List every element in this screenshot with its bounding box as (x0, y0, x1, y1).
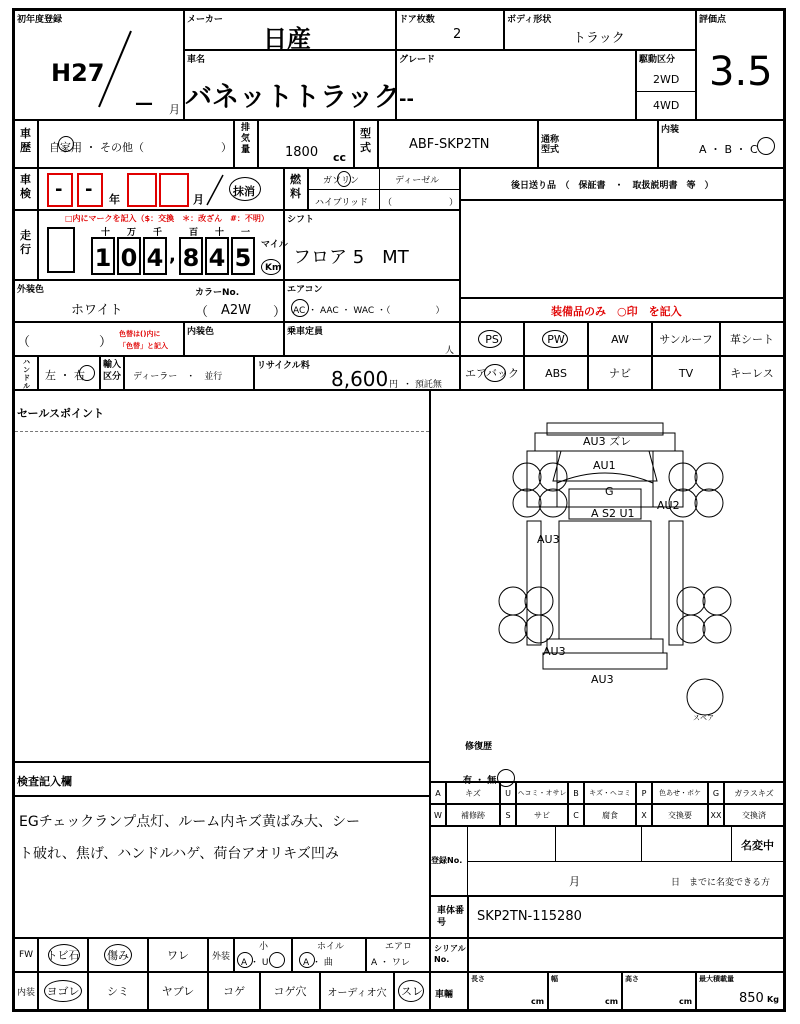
inspection-dash-1: - (55, 179, 63, 200)
first-reg-year: H27 (51, 59, 105, 87)
load: 850 (739, 991, 764, 1006)
fw-damage-circle (104, 944, 132, 966)
dirt-circle (44, 980, 82, 1002)
accessories-box (460, 168, 784, 200)
interior-grade-box (658, 120, 784, 168)
length-label: 長さ (471, 975, 485, 983)
interior-stain: シミ (88, 972, 148, 1010)
legend-desc-xx: 交換済 (724, 804, 784, 826)
interior-audio-hole: オーディオ穴 (320, 972, 394, 1010)
mileage-label-box (14, 210, 38, 280)
accessories: 後日送り品 （ 保証書 ・ 取扱説明書 等 ） (511, 181, 714, 191)
color-change-close: ） (99, 335, 113, 350)
equip-navi: ナビ (588, 356, 652, 390)
inspection-notes-header (14, 762, 430, 796)
ac: AC ・ AAC ・ WAC ・（ ） (293, 306, 445, 316)
pw-circle (542, 330, 568, 348)
unit-juman: 十 (101, 228, 111, 238)
length-box (468, 972, 548, 1010)
mileage-box (38, 210, 288, 280)
interior-color-label: 内装色 (187, 327, 215, 337)
legend-code-s: S (500, 804, 516, 826)
import-box (124, 356, 254, 390)
color-change-note-2: 「色替」と記入 (119, 342, 168, 350)
legend-desc-a: キズ (446, 782, 500, 804)
legend-code-b: B (568, 782, 584, 804)
inspection-label: 車検 (20, 173, 31, 200)
height-label: 高さ (625, 975, 639, 983)
legend-desc-g: ガラスキズ (724, 782, 784, 804)
interior-tear: ヤブレ (148, 972, 208, 1010)
vin-label-box (430, 896, 468, 938)
legend-code-c: C (568, 804, 584, 826)
legend-code-x: X (636, 804, 652, 826)
mileage-comma: , (169, 245, 176, 266)
body: トラック (573, 31, 625, 46)
recycle: 8,600 (331, 367, 389, 391)
color-change-open: （ (17, 335, 31, 350)
capacity-label: 乗車定員 (287, 327, 324, 337)
equip-sunroof: サンルーフ (652, 322, 720, 356)
displacement-unit: cc (333, 151, 347, 164)
doors-label: ドア枚数 (399, 15, 435, 25)
sales-point-box (14, 390, 430, 762)
size-label: 車輛 (435, 990, 454, 1000)
equip-pw: PW (524, 322, 588, 356)
handle-circle (79, 365, 95, 381)
legend-desc-x: 交換要 (652, 804, 708, 826)
fw-chip-circle (48, 944, 80, 966)
interior-burn-hole: コゲ穴 (260, 972, 320, 1010)
width-label: 幅 (551, 975, 558, 983)
small-label: 小 (259, 942, 269, 952)
history: 自家用 ・ その他（ (49, 141, 144, 154)
scuff-circle (398, 980, 424, 1002)
mileage-mile: マイル (261, 240, 288, 250)
first-registration-box (14, 10, 184, 120)
ac-circle (291, 299, 309, 317)
grade-box (396, 50, 636, 120)
serial-label: シリアルNo. (434, 944, 466, 964)
interior-grade-label: 内装 (661, 125, 680, 135)
car-name: バネットトラック (185, 82, 401, 113)
name-change: 名変中 (741, 839, 774, 852)
drive-box (636, 50, 696, 120)
color-change-box (14, 322, 184, 356)
fuel-label-box (284, 168, 308, 210)
capacity-box (284, 322, 460, 356)
legend-desc-c: 腐食 (584, 804, 636, 826)
displacement-label-box (234, 120, 258, 168)
fw-label: FW (14, 938, 38, 972)
inspection-label-box (14, 168, 38, 210)
maker-label: メーカー (187, 15, 223, 25)
drive-label: 駆動区分 (639, 55, 676, 65)
unit-ichi: 一 (241, 228, 251, 238)
exterior-label: 外装色 (17, 285, 45, 295)
fuel-other: （ (383, 198, 393, 208)
inspection-dash-2: - (85, 179, 93, 200)
load-box (696, 972, 784, 1010)
body-box (504, 10, 696, 50)
interior-grade-circle (757, 137, 775, 155)
serial-label-box (430, 938, 468, 972)
load-unit: Kg (767, 995, 779, 1004)
legend-code-p: P (636, 782, 652, 804)
maker-box (184, 10, 396, 53)
load-label: 最大積載量 (699, 975, 734, 983)
wheel-label: ホイル (317, 942, 345, 952)
equip-tv: TV (652, 356, 720, 390)
mileage-note: □内にマークを記入（$：交換 ＊：改ざん #：不明） (65, 214, 269, 223)
interior-burn: コゲ (208, 972, 260, 1010)
auction-sheet (12, 8, 786, 1012)
legend-desc-u: ヘコミ・オサレ (516, 782, 568, 804)
score-box (696, 10, 784, 120)
history-label-box (14, 120, 38, 168)
car-name-box (184, 50, 401, 120)
equip-airbag: エアバック (460, 356, 524, 390)
mileage-digit-2: 0 (117, 237, 141, 275)
registration-box (430, 826, 784, 896)
diagram-label-au2: AU2 (657, 499, 680, 512)
legend-code-u: U (500, 782, 516, 804)
interior-scuff: スレ (394, 972, 430, 1010)
sales-point-label: セールスポイント (17, 407, 105, 420)
mileage-digit-6: 5 (231, 237, 255, 275)
history-box (38, 120, 234, 168)
history-label: 車歴 (20, 127, 31, 154)
drive-4wd: 4WD (653, 99, 680, 112)
spare-label: スペア (693, 714, 714, 722)
damage-legend (430, 782, 784, 826)
diagram-label-as2u1: A S2 U1 (591, 507, 635, 520)
aero-label: エアロ (385, 942, 413, 952)
diagram-label-au3-left: AU3 (537, 533, 560, 546)
exterior-wheel (292, 938, 366, 972)
grade-label: グレード (399, 55, 436, 65)
km-circle (261, 259, 281, 275)
common-model-box (538, 120, 658, 168)
equip-leather: 革シート (720, 322, 784, 356)
diagram-label-g: G (605, 485, 614, 498)
ps-circle (478, 330, 502, 348)
equip-keyless: キーレス (720, 356, 784, 390)
displacement: 1800 (285, 145, 319, 160)
model-label-box (354, 120, 378, 168)
unit-ju: 十 (215, 228, 225, 238)
legend-desc-p: 色あせ・ボケ (652, 782, 708, 804)
first-reg-month-dash: — (135, 93, 153, 114)
expired-circle (229, 177, 261, 201)
ac-box (284, 280, 460, 322)
recycle-box (254, 356, 460, 390)
unit-man: 万 (127, 228, 137, 238)
fuel-label: 燃料 (290, 173, 301, 200)
mileage-km: Km (265, 263, 282, 273)
exterior-small (234, 938, 292, 972)
grade: -- (399, 89, 414, 110)
legend-desc-b: キズ・ヘコミ (584, 782, 636, 804)
legend-desc-w: 補修跡 (446, 804, 500, 826)
recycle-label: リサイクル料 (257, 361, 310, 371)
interior-dirt: ヨゴレ (38, 972, 88, 1010)
diagram-label-au3-zure: AU3 ズレ (583, 435, 632, 448)
inspection-notes-line1: EGチェックランプ点灯、ルーム内キズ黄ばみ大、シー (19, 814, 360, 830)
body-label: ボディ形状 (507, 15, 552, 25)
inspection-notes-line2: ト破れ、焦げ、ハンドルハゲ、荷台アオリキズ凹み (19, 846, 339, 862)
history-circle (58, 136, 74, 152)
import: ディーラー ・ 並行 (133, 372, 223, 382)
doors: 2 (453, 27, 462, 42)
exterior-color: ホワイト (71, 303, 123, 318)
shift-box (284, 210, 460, 280)
unit-sen: 千 (153, 228, 163, 238)
equip-aw: AW (588, 322, 652, 356)
first-reg-label: 初年度登録 (17, 15, 63, 25)
diagram-label-au3-bottom: AU3 (591, 673, 614, 686)
fuel-diesel: ディーゼル (395, 176, 440, 186)
fuel-other-close: ） (449, 198, 459, 208)
drive-2wd: 2WD (653, 73, 680, 86)
color-change-note-1: 色替は()内に (119, 330, 161, 338)
legend-code-a: A (430, 782, 446, 804)
aero-value: A ・ ワレ (371, 958, 410, 968)
model-label: 型式 (360, 127, 371, 154)
exterior-aero (366, 938, 430, 972)
color-no-open: （ (195, 305, 209, 320)
wheel-value: A ・ 曲 (303, 958, 333, 968)
recycle-note: ・ 預託無 (403, 380, 442, 390)
model: ABF-SKP2TN (409, 137, 490, 152)
ac-label: エアコン (287, 285, 323, 295)
fuel-hybrid: ハイブリッド (315, 198, 369, 208)
width-box (548, 972, 622, 1010)
mileage-label: 走行 (20, 229, 31, 256)
vin-label: 車体番号 (437, 906, 465, 928)
diagram-box (430, 390, 784, 786)
inspection-notes-label: 検査記入欄 (17, 775, 72, 788)
size-label-box (430, 972, 468, 1010)
inspection-month-suffix: 月 (193, 193, 204, 206)
fw-chip: トビ石 (38, 938, 88, 972)
import-label-box (100, 356, 124, 390)
displacement-box (258, 120, 354, 168)
doors-box (396, 10, 504, 50)
handle: 左 ・ 右 (45, 369, 85, 382)
recycle-unit: 円 (389, 380, 399, 390)
equip-note-box (460, 298, 784, 322)
inspection-notes-box (14, 796, 430, 938)
airbag-circle (484, 364, 506, 382)
exterior-color-box (14, 280, 287, 322)
small-value: A ・ U (241, 958, 269, 968)
model-box (378, 120, 538, 168)
registration-label: 登録No. (431, 856, 463, 865)
diagram-label-au1: AU1 (593, 459, 616, 472)
fw-crack: ワレ (148, 938, 208, 972)
height-unit: cm (679, 997, 693, 1006)
interior-bottom-label: 内装 (14, 972, 38, 1010)
mileage-digit-4: 8 (179, 237, 203, 275)
interior-color-box (184, 322, 284, 356)
interior-grade: A ・ B ・ C (699, 143, 758, 156)
small-a-circle (237, 952, 253, 968)
car-name-label: 車名 (187, 55, 206, 65)
mileage-digit-1: 1 (91, 237, 115, 275)
fw-damage: 傷み (88, 938, 148, 972)
displacement-label: 排気量 (241, 123, 251, 155)
capacity-unit: 人 (445, 346, 455, 356)
registration-month: 月 (569, 875, 580, 888)
color-no-close: ） (273, 305, 287, 320)
legend-code-w: W (430, 804, 446, 826)
mileage-digit-3: 4 (143, 237, 167, 275)
import-label: 輸入区分 (103, 360, 122, 382)
width-unit: cm (605, 997, 619, 1006)
slash-mark (95, 29, 135, 109)
legend-desc-s: サビ (516, 804, 568, 826)
fuel-box (308, 168, 460, 210)
height-box (622, 972, 696, 1010)
common-model-label: 通称型式 (541, 135, 560, 155)
wheel-circle (299, 952, 315, 968)
history-close: ） (221, 141, 232, 154)
color-no: A2W (221, 303, 252, 318)
handle-label-box (14, 356, 38, 390)
vin: SKP2TN-115280 (477, 909, 582, 924)
unit-hyaku: 百 (189, 228, 199, 238)
repair-label: 修復歴 (465, 742, 493, 752)
repair-value: 有 ・ 無 (463, 776, 497, 786)
first-reg-month-suffix: 月 (169, 103, 180, 116)
equip-note: 装備品のみ ○印 を記入 (551, 305, 682, 318)
legend-code-xx: XX (708, 804, 724, 826)
inspection-expired: 抹消 (233, 185, 255, 198)
equip-ps: PS (460, 322, 524, 356)
equip-abs: ABS (524, 356, 588, 390)
length-unit: cm (531, 997, 545, 1006)
diagram-label-au3-rear: AU3 (543, 645, 566, 658)
vin-box (468, 896, 784, 938)
small-u-circle (269, 952, 285, 968)
inspection-box (38, 168, 284, 210)
score-label: 評価点 (699, 15, 727, 25)
handle-label: ハンドル (23, 358, 30, 390)
shift-label: シフト (287, 215, 315, 225)
serial-box (468, 938, 784, 972)
accessories-area (460, 200, 784, 298)
truck-damage-diagram (431, 391, 783, 781)
fuel-circle (337, 171, 351, 187)
maker: 日産 (263, 25, 311, 53)
inspection-year-suffix: 年 (109, 193, 120, 206)
legend-code-g: G (708, 782, 724, 804)
registration-day-note: 日 までに名変できる方 (671, 878, 771, 888)
fuel-gasoline: ガソリン (323, 176, 360, 186)
exterior-bottom-label: 外装 (208, 938, 234, 972)
color-no-label: カラーNo. (195, 288, 240, 298)
handle-box (38, 356, 100, 390)
mileage-digit-5: 4 (205, 237, 229, 275)
shift: フロア 5 MT (293, 247, 409, 268)
score: 3.5 (709, 49, 773, 95)
